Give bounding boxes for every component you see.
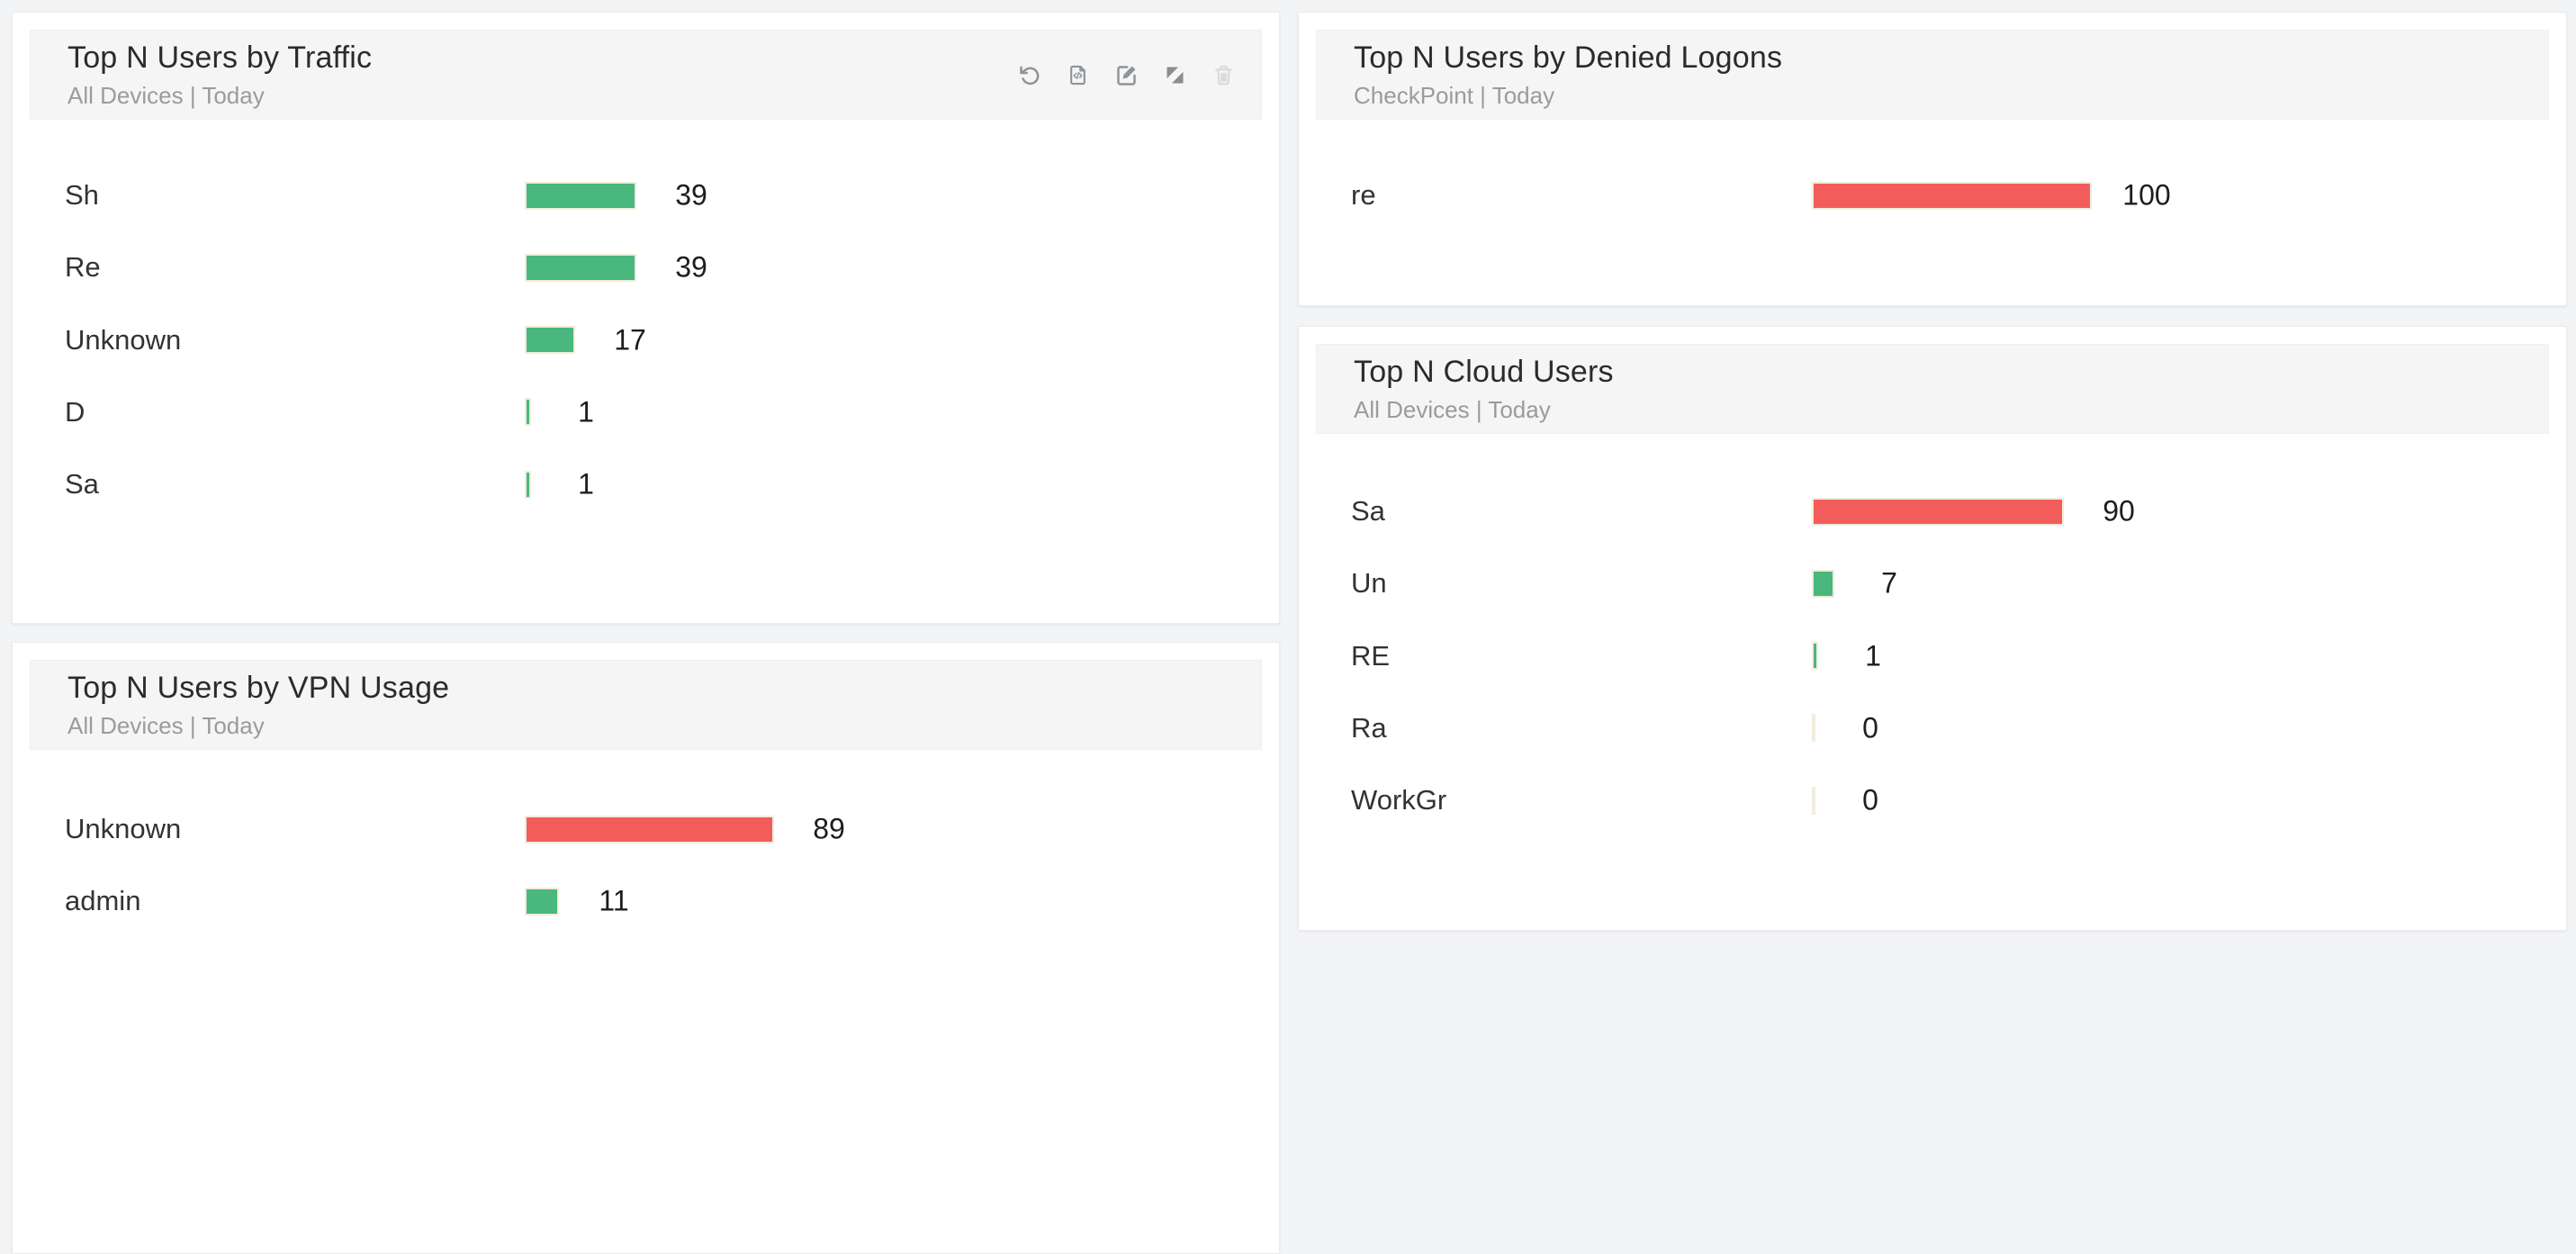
value-label: 1 <box>578 467 594 501</box>
panel-title: Top N Users by Traffic <box>68 41 373 76</box>
panel-top-n-users-by-traffic <box>12 12 1280 624</box>
panel-top-n-users-by-vpn-usage <box>12 642 1280 1254</box>
panel-subtitle: All Devices | Today <box>68 712 265 740</box>
value-label: 1 <box>578 395 594 429</box>
bar[interactable] <box>525 182 636 210</box>
bar-chart <box>1299 327 2566 930</box>
bar-chart <box>13 13 1279 623</box>
bar[interactable] <box>525 254 636 282</box>
category-label: re <box>1351 179 1376 211</box>
value-label: 39 <box>675 250 707 284</box>
value-label: 0 <box>1862 711 1878 744</box>
category-label: Un <box>1351 567 1387 600</box>
value-label: 1 <box>1865 639 1881 672</box>
bar[interactable] <box>1812 570 1834 598</box>
bar-chart <box>1299 13 2566 305</box>
bar[interactable] <box>525 398 531 426</box>
bar[interactable] <box>525 816 774 844</box>
bar[interactable] <box>1812 642 1818 670</box>
bar[interactable] <box>1812 714 1815 742</box>
category-label: admin <box>65 885 141 917</box>
panel-subtitle: CheckPoint | Today <box>1354 82 1555 110</box>
panel-title: Top N Users by VPN Usage <box>68 671 450 706</box>
category-label: Ra <box>1351 711 1387 744</box>
value-label: 7 <box>1881 566 1897 600</box>
panel-subtitle: All Devices | Today <box>1354 396 1551 424</box>
category-label: Sa <box>1351 495 1385 527</box>
bar[interactable] <box>525 471 531 499</box>
value-label: 90 <box>2103 494 2135 528</box>
panel-subtitle: All Devices | Today <box>68 82 265 110</box>
category-label: WorkGr <box>1351 784 1447 816</box>
panel-top-n-users-by-denied-logons <box>1298 12 2567 306</box>
bar[interactable] <box>1812 182 2092 210</box>
bar[interactable] <box>1812 498 2064 526</box>
panel-title: Top N Users by Denied Logons <box>1354 41 1783 76</box>
category-label: RE <box>1351 639 1391 672</box>
bar[interactable] <box>1812 787 1815 815</box>
value-label: 11 <box>599 884 629 917</box>
value-label: 39 <box>675 178 707 212</box>
category-label: Re <box>65 251 101 284</box>
category-label: Sh <box>65 179 99 211</box>
panel-title: Top N Cloud Users <box>1354 355 1614 390</box>
value-label: 89 <box>813 812 845 845</box>
value-label: 17 <box>614 323 646 356</box>
category-label: D <box>65 395 86 428</box>
value-label: 0 <box>1862 783 1878 816</box>
value-label: 100 <box>2122 178 2171 212</box>
bar-chart <box>13 643 1279 1253</box>
category-label: Sa <box>65 468 99 501</box>
category-label: Unknown <box>65 323 182 356</box>
category-label: Unknown <box>65 813 182 844</box>
panel-top-n-cloud-users <box>1298 326 2567 931</box>
bar[interactable] <box>525 326 575 354</box>
bar[interactable] <box>525 888 559 916</box>
